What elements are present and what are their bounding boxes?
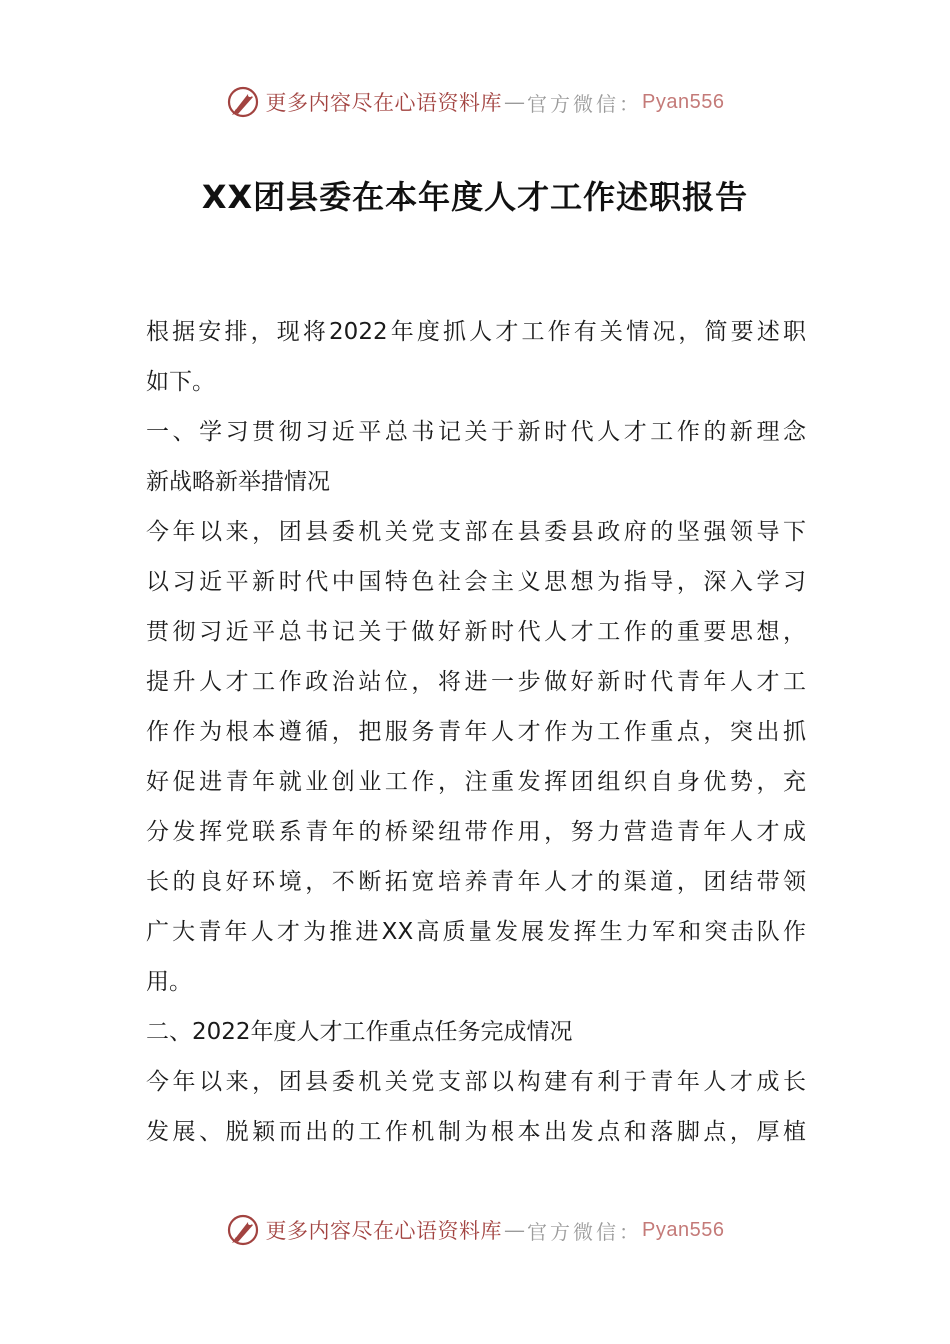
body-line: 发展、脱颖而出的工作机制为根本出发点和落脚点，厚植	[146, 1119, 806, 1145]
body-line: 以习近平新时代中国特色社会主义思想为指导，深入学习	[146, 569, 806, 595]
pen-nib-icon	[226, 85, 260, 119]
banner-dash: —	[504, 90, 526, 114]
banner-wechat-id: Pyan556	[642, 90, 725, 113]
body-line: 分发挥党联系青年的桥梁纽带作用，努力营造青年人才成	[146, 819, 806, 845]
banner-text: 更多内容尽在心语资料库	[265, 91, 503, 115]
banner-dash: —	[504, 1218, 526, 1242]
body-line: 新战略新举措情况	[146, 469, 330, 495]
banner-text: 更多内容尽在心语资料库	[265, 1219, 503, 1243]
body-line: 好促进青年就业创业工作，注重发挥团组织自身优势，充	[146, 769, 806, 795]
banner-wechat-id: Pyan556	[642, 1218, 725, 1241]
document-title: XX团县委在本年度人才工作述职报告	[201, 178, 749, 216]
body-line: 今年以来，团县委机关党支部在县委县政府的坚强领导下	[146, 519, 806, 545]
bottom-banner	[0, 1208, 950, 1252]
body-line: 今年以来，团县委机关党支部以构建有利于青年人才成长	[146, 1069, 806, 1095]
body-line: 提升人才工作政治站位，将进一步做好新时代青年人才工	[146, 669, 806, 695]
body-line: 二、2022年度人才工作重点任务完成情况	[146, 1019, 573, 1045]
body-line: 贯彻习近平总书记关于做好新时代人才工作的重要思想，	[146, 619, 806, 645]
body-line: 如下。	[146, 369, 215, 395]
body-line: 广大青年人才为推进XX高质量发展发挥生力军和突击队作	[146, 919, 806, 945]
document-body	[146, 307, 806, 1157]
body-line: 一、学习贯彻习近平总书记关于新时代人才工作的新理念	[146, 419, 806, 445]
banner-wechat-label: 官方微信：	[527, 91, 643, 116]
body-line: 根据安排，现将2022年度抓人才工作有关情况，简要述职	[146, 319, 806, 345]
body-line: 用。	[146, 969, 192, 995]
body-line: 长的良好环境，不断拓宽培养青年人才的渠道，团结带领	[146, 869, 806, 895]
top-banner	[0, 80, 950, 124]
banner-wechat-label: 官方微信：	[527, 1219, 643, 1244]
body-line: 作作为根本遵循，把服务青年人才作为工作重点，突出抓	[146, 719, 806, 745]
pen-nib-icon	[226, 1213, 260, 1247]
